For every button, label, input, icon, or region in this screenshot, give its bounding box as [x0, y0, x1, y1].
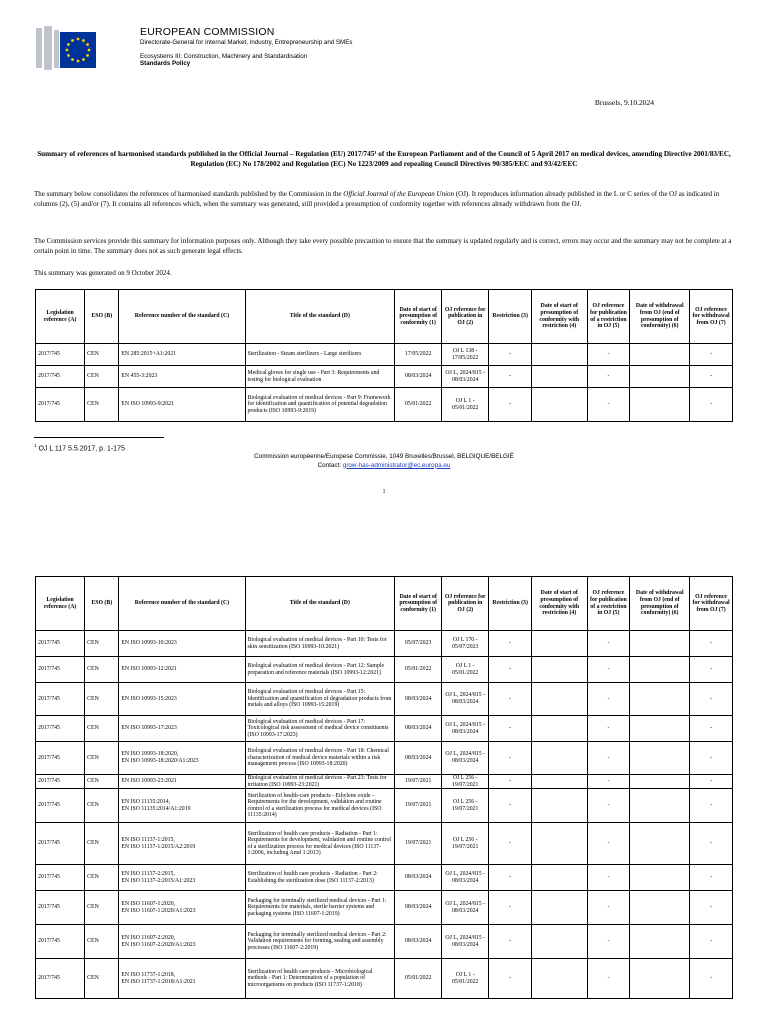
eu-star-icon	[86, 54, 89, 57]
table-cell	[531, 683, 587, 716]
table-cell	[531, 742, 587, 775]
table-row	[36, 959, 733, 999]
table-cell: Packaging for terminally sterilized medical devices - Part 2: Validation requirements for forming, sealing and assembly processes (ISO 11607-2:2019)	[245, 925, 395, 959]
table-cell: -	[690, 683, 733, 716]
table-cell: -	[587, 716, 630, 742]
table-cell: 2017/745	[36, 716, 85, 742]
eu-star-icon	[82, 39, 85, 42]
column-header: Title of the standard (D)	[245, 290, 395, 344]
table-cell: EN ISO 10993-18:2020, EN ISO 10993-18:2020/A1:2023	[119, 742, 245, 775]
table-cell	[531, 925, 587, 959]
table-cell	[630, 742, 690, 775]
table-cell	[630, 775, 690, 789]
table-cell: -	[489, 775, 532, 789]
table-cell: -	[489, 344, 532, 366]
table-cell	[630, 823, 690, 865]
table-cell: 2017/745	[36, 823, 85, 865]
table-cell: 08/03/2024	[395, 891, 442, 925]
table-cell: -	[690, 742, 733, 775]
table-cell: -	[690, 716, 733, 742]
table-row	[36, 789, 733, 823]
letterhead	[140, 26, 352, 67]
table-cell: CEN	[85, 388, 119, 422]
table-cell: -	[489, 716, 532, 742]
column-header: Date of start of presumption of conformity (1)	[395, 577, 442, 631]
table-cell: Packaging for terminally sterilized medical devices - Part 1: Requirements for materials, sterile barrier systems and packaging systems (ISO 11607-1:2019)	[245, 891, 395, 925]
column-header: ESO (B)	[85, 290, 119, 344]
table-cell: CEN	[85, 683, 119, 716]
table-row	[36, 742, 733, 775]
table-cell	[531, 657, 587, 683]
table-cell: Biological evaluation of medical devices - Part 18: Chemical characterization of medical device materials within a risk management process (ISO 10993-18:2020)	[245, 742, 395, 775]
contact-email-link[interactable]: grow-has-administrator@ec.europa.eu	[342, 461, 451, 469]
table-cell: Biological evaluation of medical devices - Part 23: Tests for irritation (ISO 10993-23:2021)	[245, 775, 395, 789]
table-cell: OJ L, 2024/815 - 08/03/2024	[442, 925, 489, 959]
table-cell: 19/07/2021	[395, 775, 442, 789]
column-header: Title of the standard (D)	[245, 577, 395, 631]
dg-name: Directorate-General for Internal Market, Industry, Entrepreneurship and SMEs	[140, 39, 353, 46]
column-header: Reference number of the standard (C)	[119, 290, 245, 344]
document-title: Summary of references of harmonised standards published in the Official Journal – Regulation (EU) 2017/745¹ of the European Parliament and of the Council of 5 April 2017 on medical devices, amending Directive 2001/83/EC, Regulation (EC) No 178/2002 and Regulation (EC) No 1223/2009 and repealing Council Directives 90/385/EEC and 93/42/EEC	[37, 150, 731, 168]
column-header: Legislation reference (A)	[36, 290, 85, 344]
table-cell	[630, 789, 690, 823]
table-cell: EN 455-3:2023	[119, 366, 245, 388]
table-cell	[630, 925, 690, 959]
table-row	[36, 716, 733, 742]
column-header: Restriction (3)	[489, 577, 532, 631]
table-cell: 17/05/2022	[395, 344, 442, 366]
table-cell: -	[489, 865, 532, 891]
table-row	[36, 683, 733, 716]
table-cell: -	[690, 789, 733, 823]
table-cell: 2017/745	[36, 959, 85, 999]
eu-star-icon	[88, 49, 91, 52]
table-cell: 05/01/2022	[395, 388, 442, 422]
table-row	[36, 344, 733, 366]
table-cell: -	[690, 344, 733, 366]
table-cell: -	[587, 925, 630, 959]
table-cell: EN 285:2015+A1:2021	[119, 344, 245, 366]
table-row	[36, 366, 733, 388]
table-cell: -	[690, 366, 733, 388]
table-cell: EN ISO 10993-10:2023	[119, 631, 245, 657]
table-cell	[630, 366, 690, 388]
address: Commission européenne/Europese Commissie, 1049 Bruxelles/Brussel, BELGIQUE/BELGIË	[254, 453, 514, 460]
table-cell: Biological evaluation of medical devices - Part 12: Sample preparation and reference materials (ISO 10993-12:2021)	[245, 657, 395, 683]
table-cell: EN ISO 11607-1:2020, EN ISO 11607-1:2020/A1:2023	[119, 891, 245, 925]
table-cell	[630, 891, 690, 925]
table-cell: OJ L, 2024/815 - 08/03/2024	[442, 366, 489, 388]
table-cell: EN ISO 11137-2:2015, EN ISO 11137-2:2015/A1:2023	[119, 865, 245, 891]
table-cell: Sterilization of health care products - Microbiological methods - Part 1: Determination of a population of microorganisms on products (ISO 11737-1:2018)	[245, 959, 395, 999]
table-cell: CEN	[85, 366, 119, 388]
table-cell: -	[690, 865, 733, 891]
table-row	[36, 775, 733, 789]
column-header: OJ reference for publication of a restriction in OJ (5)	[587, 577, 630, 631]
table-cell: 08/03/2024	[395, 865, 442, 891]
table-cell: CEN	[85, 775, 119, 789]
table-cell: OJ L, 2024/815 - 08/03/2024	[442, 865, 489, 891]
column-header: Restriction (3)	[489, 290, 532, 344]
table-cell: 08/03/2024	[395, 366, 442, 388]
table-cell: 19/07/2021	[395, 823, 442, 865]
table-cell: 08/03/2024	[395, 925, 442, 959]
table-header-row	[36, 290, 733, 344]
unit-name: Standards Policy	[140, 60, 191, 67]
table-cell	[531, 388, 587, 422]
footnote: $^1$ OJ L 117 5.5.2017, p. 1-175	[34, 443, 125, 453]
table-cell: OJ L 256 - 19/07/2021	[442, 789, 489, 823]
table-cell: -	[489, 631, 532, 657]
eu-star-icon	[77, 38, 80, 41]
eu-star-icon	[71, 39, 74, 42]
table-cell: Biological evaluation of medical devices - Part 10: Tests for skin sensitization (ISO 10993-10:2021)	[245, 631, 395, 657]
eu-star-icon	[67, 54, 70, 57]
table-cell: OJ L 256 - 19/07/2021	[442, 775, 489, 789]
column-header: Legislation reference (A)	[36, 577, 85, 631]
table-row	[36, 823, 733, 865]
table-cell: Medical gloves for single use - Part 3: Requirements and testing for biological evaluation	[245, 366, 395, 388]
table-row	[36, 891, 733, 925]
table-cell	[531, 865, 587, 891]
table-cell	[630, 959, 690, 999]
table-cell: 2017/745	[36, 657, 85, 683]
page-2	[0, 555, 768, 1024]
table-cell: OJ L 1 - 05/01/2022	[442, 657, 489, 683]
standards-table-continued	[35, 576, 733, 999]
table-cell: EN ISO 11137-1:2015, EN ISO 11137-1:2015/A2:2019	[119, 823, 245, 865]
table-cell: Sterilization - Steam sterilizers - Large sterilizers	[245, 344, 395, 366]
eu-star-icon	[66, 49, 69, 52]
table-cell: CEN	[85, 742, 119, 775]
table-cell: -	[489, 657, 532, 683]
table-cell: Biological evaluation of medical devices - Part 9: Framework for identification and quantification of potential degradation products (ISO 10993-9:2019)	[245, 388, 395, 422]
table-cell: -	[587, 742, 630, 775]
table-cell: OJ L, 2024/815 - 08/03/2024	[442, 683, 489, 716]
table-cell: OJ L 170 - 05/07/2023	[442, 631, 489, 657]
table-cell: 2017/745	[36, 789, 85, 823]
table-cell: -	[489, 925, 532, 959]
eu-star-icon	[67, 43, 70, 46]
page-gap	[0, 515, 768, 555]
table-cell: OJ L, 2024/815 - 08/03/2024	[442, 716, 489, 742]
table-cell: CEN	[85, 865, 119, 891]
generated-paragraph: This summary was generated on 9 October 2024.	[34, 269, 172, 277]
table-cell: OJ L, 2024/815 - 08/03/2024	[442, 891, 489, 925]
column-header: OJ reference for withdrawal from OJ (7)	[690, 290, 733, 344]
table-row	[36, 657, 733, 683]
eu-star-icon	[86, 43, 89, 46]
table-cell: 05/07/2023	[395, 631, 442, 657]
table-cell: 2017/745	[36, 344, 85, 366]
table-cell: -	[587, 891, 630, 925]
column-header: OJ reference for publication of a restriction in OJ (5)	[587, 290, 630, 344]
table-cell: -	[690, 925, 733, 959]
eu-commission-logo	[34, 24, 96, 80]
table-cell: 2017/745	[36, 865, 85, 891]
table-cell: -	[690, 631, 733, 657]
table-cell: -	[587, 366, 630, 388]
column-header: Date of start of presumption of conformity with restriction (4)	[531, 290, 587, 344]
table-cell: OJ L 256 - 19/07/2021	[442, 823, 489, 865]
table-cell: Sterilization of health-care products - Ethylene oxide - Requirements for the development, validation and routine control of a sterilization process for medical devices (ISO 11135:2014)	[245, 789, 395, 823]
table-cell: CEN	[85, 631, 119, 657]
table-cell: 08/03/2024	[395, 716, 442, 742]
table-cell: CEN	[85, 823, 119, 865]
org-name: EUROPEAN COMMISSION	[140, 26, 275, 38]
table-cell: -	[489, 366, 532, 388]
table-cell: 2017/745	[36, 631, 85, 657]
table-cell: CEN	[85, 891, 119, 925]
table-cell: -	[587, 789, 630, 823]
table-cell	[531, 775, 587, 789]
table-cell: OJ L, 2024/815 - 08/03/2024	[442, 742, 489, 775]
table-cell: EN ISO 10993-15:2023	[119, 683, 245, 716]
table-cell: -	[489, 388, 532, 422]
table-cell: EN ISO 10993-12:2021	[119, 657, 245, 683]
table-cell: -	[587, 388, 630, 422]
table-cell: CEN	[85, 657, 119, 683]
table-cell	[531, 823, 587, 865]
table-cell: 19/07/2021	[395, 789, 442, 823]
table-cell: OJ L 1 - 05/01/2022	[442, 388, 489, 422]
table-cell: -	[690, 891, 733, 925]
table-cell: -	[587, 344, 630, 366]
table-cell: CEN	[85, 925, 119, 959]
table-cell: CEN	[85, 344, 119, 366]
table-cell: OJ L 1 - 05/01/2022	[442, 959, 489, 999]
column-header: ESO (B)	[85, 577, 119, 631]
table-cell: -	[489, 789, 532, 823]
column-header: Date of start of presumption of conformity with restriction (4)	[531, 577, 587, 631]
table-cell	[531, 366, 587, 388]
column-header: OJ reference for publication in OJ (2)	[442, 577, 489, 631]
table-cell: -	[489, 891, 532, 925]
disclaimer-paragraph: The Commission services provide this summary for information purposes only. Although they take every possible precaution to ensure that the summary is updated regularly and is correct, errors may occur and the summary may not be complete at a certain point in time. The summary does not as such generate legal effects.	[34, 237, 732, 255]
table-cell: 2017/745	[36, 388, 85, 422]
standards-table	[35, 289, 733, 422]
table-cell: CEN	[85, 959, 119, 999]
table-cell	[531, 891, 587, 925]
table-row	[36, 631, 733, 657]
table-cell	[531, 789, 587, 823]
table-cell: 08/03/2024	[395, 683, 442, 716]
table-cell: Sterilization of health care products - Radiation - Part 1: Requirements for development, validation and routine control of a sterilization process for medical devices (ISO 11137-1:2006, including Amd 1:2013)	[245, 823, 395, 865]
table-cell: EN ISO 11135:2014, EN ISO 11135:2014/A1:2019	[119, 789, 245, 823]
table-cell	[531, 344, 587, 366]
table-row	[36, 865, 733, 891]
table-cell	[531, 716, 587, 742]
table-cell: CEN	[85, 789, 119, 823]
table-cell: -	[587, 631, 630, 657]
page-number: 1	[382, 489, 386, 495]
table-cell: CEN	[85, 716, 119, 742]
table-cell	[630, 865, 690, 891]
eu-star-icon	[71, 58, 74, 61]
table-cell	[630, 344, 690, 366]
table-cell: Sterilization of health care products - Radiation - Part 2: Establishing the sterilization dose (ISO 11137-2:2013)	[245, 865, 395, 891]
table-cell: 2017/745	[36, 775, 85, 789]
column-header: Date of start of presumption of conformity (1)	[395, 290, 442, 344]
column-header: Reference number of the standard (C)	[119, 577, 245, 631]
table-row	[36, 925, 733, 959]
table-cell	[630, 388, 690, 422]
table-cell: 2017/745	[36, 891, 85, 925]
column-header: OJ reference for withdrawal from OJ (7)	[690, 577, 733, 631]
table-cell: EN ISO 11737-1:2018, EN ISO 11737-1:2018/A1:2021	[119, 959, 245, 999]
table-cell: -	[690, 823, 733, 865]
table-cell: 2017/745	[36, 683, 85, 716]
table-cell: -	[489, 959, 532, 999]
table-cell: 05/01/2022	[395, 657, 442, 683]
table-cell: OJ L 138 - 17/05/2022	[442, 344, 489, 366]
eu-star-icon	[82, 58, 85, 61]
table-cell: -	[587, 683, 630, 716]
column-header: Date of withdrawal from OJ (end of presumption of conformity) (6)	[630, 577, 690, 631]
table-cell	[531, 631, 587, 657]
table-cell	[630, 683, 690, 716]
table-cell: -	[587, 657, 630, 683]
table-cell	[531, 959, 587, 999]
table-cell: EN ISO 11607-2:2020, EN ISO 11607-2:2020/A1:2023	[119, 925, 245, 959]
table-cell: -	[587, 775, 630, 789]
table-cell: -	[489, 683, 532, 716]
contact-line: Contact: grow-has-administrator@ec.europa.eu	[317, 461, 451, 469]
column-header: Date of withdrawal from OJ (end of presumption of conformity) (6)	[630, 290, 690, 344]
table-cell: 05/01/2022	[395, 959, 442, 999]
eu-star-icon	[77, 60, 80, 63]
footnote-divider	[34, 437, 164, 438]
table-cell: -	[690, 657, 733, 683]
table-cell: 08/03/2024	[395, 742, 442, 775]
table-cell: EN ISO 10993-9:2021	[119, 388, 245, 422]
table-cell: -	[690, 388, 733, 422]
table-cell: 2017/745	[36, 366, 85, 388]
table-cell	[630, 631, 690, 657]
table-header-row	[36, 577, 733, 631]
table-cell: Biological evaluation of medical devices - Part 15: Identification and quantification of degradation products from metals and alloys (ISO 10993-15:2019)	[245, 683, 395, 716]
table-cell: 2017/745	[36, 925, 85, 959]
table-cell: -	[587, 823, 630, 865]
table-cell: EN ISO 10993-23:2021	[119, 775, 245, 789]
table-cell: EN ISO 10993-17:2023	[119, 716, 245, 742]
table-cell: Biological evaluation of medical devices - Part 17: Toxicological risk assessment of medical device constituents (ISO 10993-17:2023)	[245, 716, 395, 742]
address-block	[0, 453, 768, 470]
table-cell: -	[690, 775, 733, 789]
table-cell: -	[690, 959, 733, 999]
table-cell: -	[489, 823, 532, 865]
table-cell: -	[587, 865, 630, 891]
column-header: OJ reference for publication in OJ (2)	[442, 290, 489, 344]
table-row	[36, 388, 733, 422]
table-cell	[630, 716, 690, 742]
intro-paragraph: The summary below consolidates the references of harmonised standards published by the Commission in the Official Journal of the European Union (OJ). It reproduces information already published in the L or C series of the OJ as indicated in columns (2), (5) and/or (7). It contains all references which, when the summary was generated, still provided a presumption of conformity together with references already withdrawn from the OJ.	[34, 190, 720, 208]
table-cell: 2017/745	[36, 742, 85, 775]
table-cell: -	[489, 742, 532, 775]
document-date: Brussels, 9.10.2024	[594, 98, 654, 107]
table-cell	[630, 657, 690, 683]
table-cell: -	[587, 959, 630, 999]
directorate-name: Ecosystems III: Construction, Machinery and Standardisation	[140, 53, 308, 60]
